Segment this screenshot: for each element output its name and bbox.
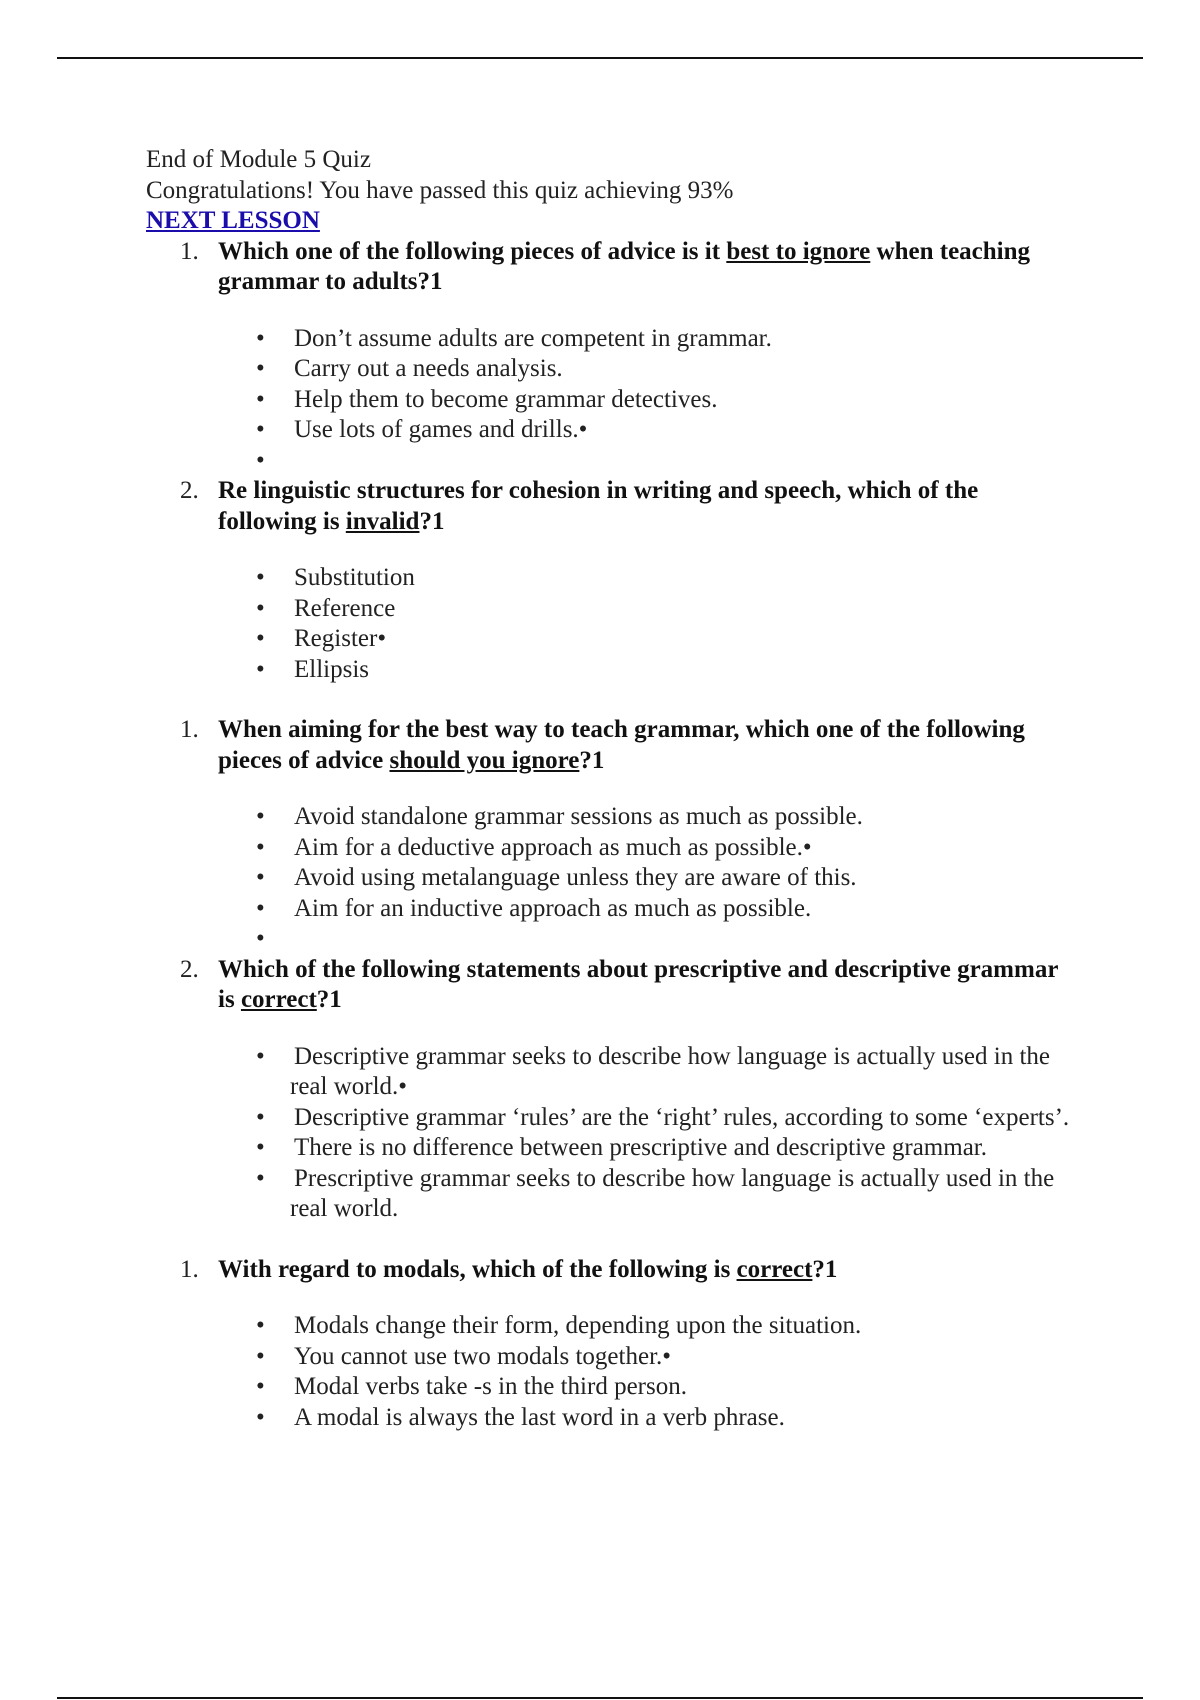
list-item: • Substitution	[146, 563, 1076, 594]
list-item: • Aim for a deductive approach as much as possible.•	[146, 833, 1076, 864]
list-item: • Modal verbs take -s in the third person.	[146, 1372, 1076, 1403]
next-lesson-link[interactable]: NEXT LESSON	[146, 207, 320, 234]
list-item: • Carry out a needs analysis.	[146, 354, 1076, 385]
bullet: •	[256, 446, 265, 474]
question-number: 2.	[180, 955, 199, 983]
bullet: •	[256, 925, 265, 952]
bullet: •	[256, 385, 265, 413]
list-item: • You cannot use two modals together.•	[146, 1342, 1076, 1373]
list-item: • Help them to become grammar detectives.	[146, 385, 1076, 416]
question-number: 1.	[180, 716, 199, 743]
list-item: • Don’t assume adults are competent in grammar.	[146, 324, 1076, 355]
bottom-rule	[57, 1697, 1143, 1699]
bullet: •	[256, 625, 265, 652]
top-rule	[57, 57, 1143, 59]
bullet: •	[256, 1134, 265, 1161]
bullet: •	[256, 324, 265, 352]
options-list	[146, 802, 1076, 955]
list-item: • Register•	[146, 624, 1076, 655]
list-item: • Reference	[146, 594, 1076, 625]
bullet: •	[256, 894, 265, 922]
list-item: • Ellipsis	[146, 655, 1076, 686]
question-number: 1.	[180, 1255, 199, 1283]
list-item: • Prescriptive grammar seeks to describe how language is actually used in the real world.	[256, 1164, 1055, 1222]
options-list	[146, 1042, 1076, 1225]
bullet: •	[256, 864, 265, 891]
bullet: •	[256, 833, 265, 861]
quiz-title: End of Module 5 Quiz	[146, 146, 371, 173]
options-list	[146, 324, 1076, 477]
list-item: • Avoid standalone grammar sessions as much as possible.	[146, 802, 1076, 833]
bullet: •	[256, 594, 265, 622]
bullet: •	[256, 803, 265, 830]
bullet: •	[256, 1042, 265, 1070]
question-4: 2. Which of the following statements about prescriptive and descriptive grammar is correct?1	[180, 955, 1058, 1013]
bullet: •	[256, 1373, 265, 1400]
list-item: • Aim for an inductive approach as much as possible.	[146, 894, 1076, 925]
bullet: •	[256, 1164, 265, 1192]
question-5: 1. With regard to modals, which of the following is correct?1	[146, 1255, 1076, 1286]
question-number: 2.	[180, 477, 199, 504]
list-item: • Descriptive grammar seeks to describe how language is actually used in the real world.•	[256, 1042, 1051, 1100]
bullet: •	[256, 355, 265, 382]
list-item	[146, 446, 1076, 477]
list-item: • Avoid using metalanguage unless they are aware of this.	[146, 863, 1076, 894]
bullet: •	[256, 1342, 265, 1370]
list-item: • Descriptive grammar ‘rules’ are the ‘right’ rules, according to some ‘experts’.	[146, 1103, 1076, 1134]
bullet: •	[256, 655, 265, 683]
question-3: 1. When aiming for the best way to teach grammar, which one of the following pieces of advice should you ignore?1	[180, 716, 1025, 774]
question-1: 1. Which one of the following pieces of advice is it best to ignore when teaching grammar to adults?1	[180, 237, 1031, 295]
bullet: •	[256, 564, 265, 591]
quiz-document	[146, 145, 1076, 1433]
options-list	[146, 1311, 1076, 1433]
question-2: 2. Re linguistic structures for cohesion in writing and speech, which of the following is invalid?1	[180, 477, 979, 535]
bullet: •	[256, 1312, 265, 1339]
list-item: • Use lots of games and drills.•	[146, 415, 1076, 446]
question-number: 1.	[180, 237, 199, 265]
options-list	[146, 563, 1076, 685]
list-item: • A modal is always the last word in a verb phrase.	[146, 1403, 1076, 1434]
quiz-result: Congratulations! You have passed this quiz achieving 93%	[146, 176, 734, 204]
bullet: •	[256, 1403, 265, 1431]
list-item: • There is no difference between prescriptive and descriptive grammar.	[146, 1133, 1076, 1164]
list-item: • Modals change their form, depending upon the situation.	[146, 1311, 1076, 1342]
bullet: •	[256, 1103, 265, 1131]
list-item	[146, 924, 1076, 955]
bullet: •	[256, 416, 265, 443]
